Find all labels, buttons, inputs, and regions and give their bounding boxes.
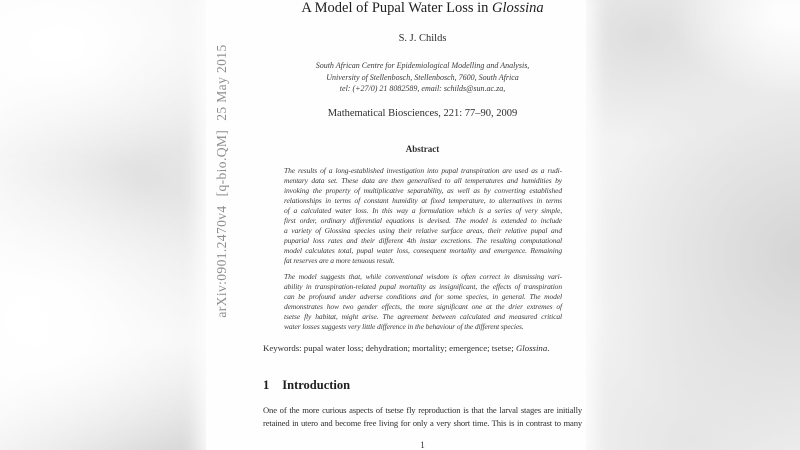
keywords-species: Glossina — [515, 343, 548, 353]
affiliation-line: South African Centre for Epidemiological Modelling and Analysis, — [315, 61, 530, 70]
abstract-heading: Abstract — [405, 144, 440, 154]
abstract-text-line: model calculates total, pupal water loss, consequent mortality and emergence. Remaining — [284, 246, 562, 255]
abstract-text-line: first order, ordinary differential equations is devised. The model is extended to include — [284, 216, 562, 225]
abstract-text-line: The model suggests that, while conventional wisdom is often correct in dismissing vari- — [284, 272, 562, 281]
arxiv-id: arXiv:0901.2470v4 — [214, 205, 229, 318]
abstract-text-line: a variety of Glossina species using their relative surface areas, their relative pupal and — [284, 226, 562, 235]
abstract-text-line: of a calculated water loss. In this way a formulation which is a series of very simple, — [284, 206, 562, 215]
affiliation-line: University of Stellenbosch, Stellenbosch, 7600, South Africa — [326, 72, 519, 82]
page-number: 1 — [420, 440, 425, 450]
abstract-text-line: The results of a long-established investigation into pupal transpiration are used as a rudi- — [284, 166, 562, 175]
arxiv-watermark — [214, 44, 230, 317]
journal-reference: Mathematical Biosciences, 221: 77–90, 2009 — [327, 108, 518, 119]
abstract-text-line: fat reserves are a more tenuous result. — [284, 256, 395, 265]
section-number: 1 — [263, 378, 270, 392]
paper-title — [263, 0, 582, 17]
paper-title-text: A Model of Pupal Water Loss in — [301, 0, 493, 16]
keywords-line — [263, 343, 582, 353]
author-name: S. J. Childs — [398, 33, 447, 44]
arxiv-category: [q-bio.QM] — [214, 129, 229, 197]
section-heading — [263, 378, 582, 393]
paper-title-species: Glossina — [492, 0, 544, 16]
abstract-text-line: mentary data set. These data are then generalised to all temperatures and humidities by — [284, 176, 562, 185]
keywords-text: Keywords: pupal water loss; dehydration; mortality; emergence; tsetse; — [263, 343, 516, 353]
abstract-paragraph-1 — [284, 166, 562, 266]
abstract-text-line: puparial loss rates and their different 4th instar excretions. The resulting computational — [284, 236, 562, 245]
introduction-paragraph — [263, 404, 582, 430]
section-title: Introduction — [282, 378, 351, 392]
abstract-text-line: tsetse fly habitat, might arise. The agreement between calculated and measured critical — [284, 312, 562, 321]
abstract-text-line: can be profound under adverse conditions and for some species, in general. The model — [284, 292, 562, 301]
abstract-text-line: ability in transpiration-related pupal mortality as insignificant, the effects of transpiration — [284, 282, 562, 291]
paper-content — [263, 0, 582, 450]
abstract-text-line: demonstrates how two gender effects, the more significant one at the drier extremes of — [284, 302, 562, 311]
abstract-text-line: invoking the property of multiplicative separability, as well as by converting established — [284, 186, 562, 195]
keywords-period: . — [547, 343, 550, 353]
abstract-paragraph-2 — [284, 272, 562, 332]
abstract-text-line: water losses suggests very little difference in the behaviour of the different species. — [284, 322, 524, 331]
body-text-line: One of the more curious aspects of tsetse fly reproduction is that the larval stages are initially — [263, 405, 582, 415]
arxiv-date: 25 May 2015 — [214, 44, 229, 121]
affiliation-block — [263, 60, 582, 95]
body-text-line: retained in utero and become free living for only a very short time. This is in contrast to many — [263, 418, 582, 428]
abstract-text-line: relationships in terms of constant humidity at fixed temperature, to alternatives in terms — [284, 196, 562, 205]
affiliation-line: tel: (+27/0) 21 8082589, email: schilds@sun.ac.za, — [339, 84, 506, 93]
